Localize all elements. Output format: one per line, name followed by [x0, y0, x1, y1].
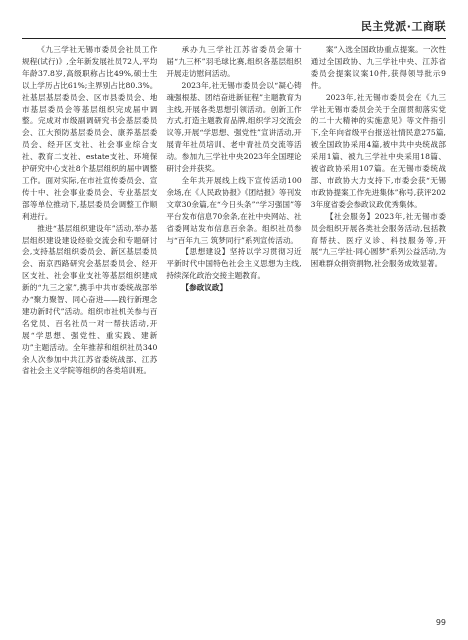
paragraph: 【社会服务】2023年,社无锡市委员会组织开展各类社会服务活动,包括教育帮扶、医疗义诊、科技服务等,开展“九三学社·同心圆梦”系列公益活动,为困难群众捐资捐物,社会服务成效显著。 — [310, 211, 446, 269]
paragraph: 承办九三学社江苏省委员会第十届“九三杯”羽毛球比赛,组织各基层组织开展走访慰问活动。 — [166, 45, 302, 78]
section-title: 民主党派·工商联 — [360, 20, 446, 33]
paragraph: 2023年,社无锡市委员会以“凝心铸魂强根基、团结奋进新征程”主题教育为主线,开展各类思想引领活动。创新工作方式,打造主题教育品牌,组织学习交流会议等,开展“学思想、强党性”宣讲活动,开展青年社员培训、老中青社员交流等活动。参加九三学社中央2023年全国理论研讨会并获奖。 — [166, 80, 302, 174]
section-lead: 【参政议政】 — [181, 283, 228, 293]
page-header — [22, 18, 446, 39]
paragraph: 2023年,社无锡市委员会在《九三学社无锡市委员会关于全面贯彻落实党的二十大精神的实施意见》等文件指引下,全年向省级平台报送社情民意275篇,被全国政协采用4篇,被中共中央统战部采用1篇、被九三学社中央采用18篇、被省政协采用107篇。在无锡市委统战部、市政协大力支持下,市委会获“无锡市政协提案工作先进集体”称号,获评2023年度省委会参政议政优秀集体。 — [310, 92, 446, 209]
paragraph: 【思想建设】坚持以学习贯彻习近平新时代中国特色社会主义思想为主线,持续深化政治交接主题教育。 — [166, 247, 302, 281]
paragraph: 《九三学社无锡市委员会社员工作规程(试行)》,全年新发展社员72人,平均年龄37.8岁,高级职称占比49%,硕士生以上学历占比61%;主界别占比80.3%。社基层基层委员会、区市县委员会、地市基层委员会等基层组织完成届中调整。完成对市级副调研究书会基层委员会、江大预防基层委员会、康养基层委员会、经开区支社、社会事业综合支社、教育二支社、estate支社、环境保护研究中心支社8个基层组织的届中调整工作。面对实际,在市社宣传委员会、宣传十中、社会事业委员会、专业基层支部等单位推动下,基层委员会调整工作顺利进行。 — [22, 45, 158, 221]
column-2 — [166, 44, 301, 609]
article-columns — [22, 44, 446, 609]
paragraph: 案”入选全国政协重点提案。一次性通过全国政协、九三学社中央、江苏省委员会提案议案10件,获得领导批示9件。 — [310, 45, 446, 90]
page-number: 99 — [435, 618, 446, 627]
column-3 — [311, 44, 446, 609]
paragraph: 推进“基层组织建设年”活动,举办基层组织建设建设经验交流会和专题研讨会,支持基层组织委员会、新区基层委员会、南京西路研究会基层委员会、经开区支社、社会事业支社等基层组织建成新的“九三之家”,携手中共市委统战部举办“聚力聚智、同心奋进——践行新理念 建功新时代”活动。组织市社机关参与百名党员、百名社员一对一帮扶活动,开展“学思想、强党性、重实践、建新功”主题活动。全年推荐和组织社员340余人次参加中共江苏省委统战部、江苏省社会主义学院等组织的各类培训班。 — [22, 223, 158, 376]
paragraph: 全年共开展线上线下宣传活动100余场,在《人民政协报》《团结报》等刊发文章30余篇,在“今日头条”“学习强国”等平台发布信息70余条,在社中央网站、社省委网站发布信息百余条。组织社员参与“百年九三 筑梦同行”系列宣传活动。 — [166, 175, 302, 245]
column-1 — [22, 44, 157, 609]
